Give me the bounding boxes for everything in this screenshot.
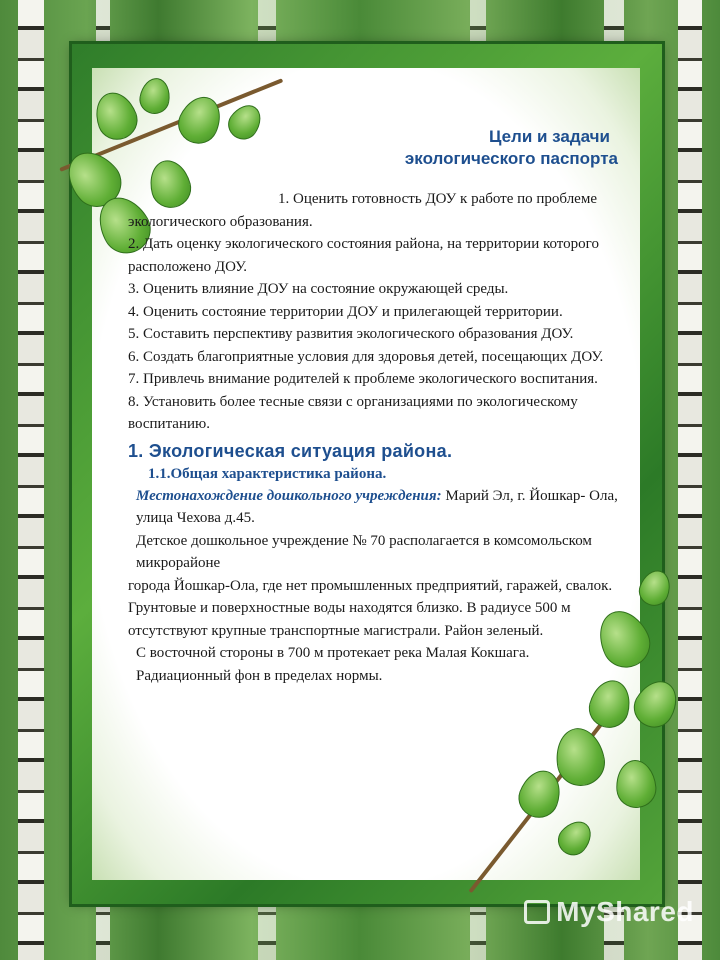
section-heading: 1. Экологическая ситуация района. (128, 440, 453, 461)
body-paragraph: Детское дошкольное учреждение № 70 располагается в комсомольском микрорайоне (136, 532, 592, 571)
birch-trunk (678, 0, 702, 960)
goal-item: 4. Оценить состояние территории ДОУ и прилегающей территории. (128, 303, 563, 320)
goal-item: 2. Дать оценку экологического состояния района, на территории которого расположено ДОУ. (128, 236, 599, 275)
presentation-icon (524, 900, 550, 924)
goal-item: 5. Составить перспективу развития экологического образования ДОУ. (128, 326, 574, 342)
location-label: Местонахождение дошкольного учреждения: (136, 487, 442, 504)
goal-item: 6. Создать благоприятные условия для здоровья детей, посещающих ДОУ. (128, 348, 604, 365)
location-paragraph (128, 485, 618, 530)
goals-list (128, 188, 618, 436)
location-value: Марий Эл, г. Йошкар- Ола, улица Чехова д.45. (136, 487, 618, 526)
goal-item: 1. Оценить готовность ДОУ к работе по проблеме экологического образования. (128, 191, 597, 230)
goal-item: 3. Оценить влияние ДОУ на состояние окружающей среды. (128, 281, 509, 297)
title-line-2: экологического паспорта (404, 149, 618, 168)
document-content (128, 126, 618, 687)
birch-trunk (18, 0, 44, 960)
title-line-1: Цели и задачи (488, 127, 610, 146)
subsection-heading: 1.1.Общая характеристика района. (148, 465, 387, 482)
body-paragraph: Грунтовые и поверхностные воды находятся близко. В радиусе 500 м отсутствуют крупные транспортные магистрали. Район зеленый. (128, 600, 571, 639)
goal-item: 8. Установить более тесные связи с организациями по экологическому воспитанию. (128, 393, 578, 432)
body-paragraph: города Йошкар-Ола, где нет промышленных предприятий, гаражей, свалок. (128, 577, 613, 594)
body-paragraph: С восточной стороны в 700 м протекает река Малая Кокшага. Радиационный фон в пределах нормы. (136, 645, 530, 684)
watermark-text: MyShared (556, 896, 694, 927)
watermark (524, 896, 694, 928)
goal-item: 7. Привлечь внимание родителей к проблеме экологического воспитания. (128, 371, 598, 387)
